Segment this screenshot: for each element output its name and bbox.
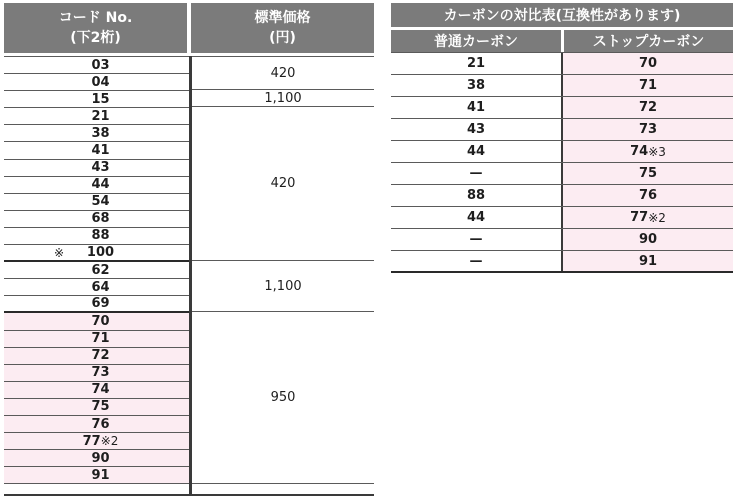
normal-carbon-header: 普通カーボン <box>391 30 561 52</box>
stop-carbon-value: 77 <box>630 210 649 225</box>
code-text: 38 <box>91 125 110 141</box>
stop-carbon-cell <box>563 185 733 206</box>
stop-carbon-value: 76 <box>638 188 658 203</box>
code-value <box>91 348 109 363</box>
code-value <box>87 245 114 260</box>
stop-carbon-value: 91 <box>638 253 658 269</box>
code-text: 21 <box>91 108 110 124</box>
code-value <box>91 365 109 380</box>
code-text: 41 <box>91 143 110 159</box>
code-value <box>91 194 109 209</box>
code-text: 100 <box>86 245 115 261</box>
stop-carbon-cell <box>563 75 733 96</box>
code-text: 70 <box>91 313 110 329</box>
table-bottom-rule <box>4 494 374 496</box>
code-row <box>4 228 189 245</box>
normal-carbon-cell: 44 <box>391 207 563 228</box>
code-value <box>91 109 109 124</box>
stop-carbon-cell <box>563 207 733 228</box>
code-text: 15 <box>91 91 110 107</box>
price-header <box>191 3 374 53</box>
stop-carbon-cell <box>563 97 733 118</box>
comparison-body <box>391 52 733 273</box>
code-value <box>91 177 109 192</box>
code-row <box>4 108 189 125</box>
code-value <box>91 263 109 278</box>
code-row <box>4 467 189 484</box>
code-row <box>4 433 189 450</box>
price-cell <box>192 56 374 90</box>
code-value <box>91 417 109 432</box>
code-row <box>4 313 189 330</box>
code-row <box>4 279 189 296</box>
code-note: ※2 <box>100 433 119 448</box>
code-value <box>91 211 109 226</box>
price-cell <box>192 90 374 107</box>
price-cell <box>192 261 374 312</box>
comparison-row <box>391 207 733 229</box>
comparison-row <box>391 163 733 185</box>
normal-carbon-cell: — <box>391 163 563 184</box>
code-row <box>4 450 189 467</box>
stop-carbon-value: 72 <box>638 100 658 115</box>
code-row <box>4 74 189 91</box>
code-row <box>4 125 189 142</box>
code-row <box>4 177 189 194</box>
code-header-line1: コード No. <box>58 10 133 26</box>
code-row <box>4 194 189 211</box>
code-text: 62 <box>91 262 110 278</box>
code-value <box>91 92 109 107</box>
normal-carbon-cell: 88 <box>391 185 563 206</box>
code-row <box>4 331 189 348</box>
carbon-comparison-table <box>391 3 733 273</box>
price-header-line2: (円) <box>269 30 296 46</box>
code-row <box>4 296 189 313</box>
code-row <box>4 211 189 228</box>
stop-carbon-value: 90 <box>638 232 658 247</box>
code-row <box>4 382 189 399</box>
code-text: 77 <box>82 433 101 449</box>
code-text: 73 <box>91 365 110 381</box>
normal-carbon-cell: 41 <box>391 97 563 118</box>
normal-carbon-cell: 21 <box>391 53 563 74</box>
price-value: 950 <box>270 390 296 405</box>
stop-carbon-header: ストップカーボン <box>564 30 733 52</box>
code-row <box>4 399 189 416</box>
stop-carbon-cell <box>563 251 733 271</box>
code-value <box>91 75 109 90</box>
code-text: 43 <box>91 160 110 176</box>
code-row <box>4 416 189 433</box>
normal-carbon-cell: 38 <box>391 75 563 96</box>
code-value <box>83 434 119 449</box>
code-value <box>91 280 109 295</box>
comparison-row <box>391 53 733 75</box>
code-value <box>91 160 109 175</box>
stop-carbon-value: 73 <box>638 122 658 137</box>
code-text: 64 <box>91 279 110 295</box>
comparison-row <box>391 75 733 97</box>
code-row <box>4 365 189 382</box>
code-row <box>4 91 189 108</box>
comparison-title: カーボンの対比表(互換性があります) <box>391 3 733 27</box>
stop-carbon-cell <box>563 163 733 184</box>
code-text: 90 <box>91 450 110 466</box>
code-text: 75 <box>91 399 110 415</box>
price-value: 420 <box>270 176 296 192</box>
code-header-line2: (下2桁) <box>70 30 121 46</box>
code-value <box>91 382 109 397</box>
stop-carbon-note: ※2 <box>648 210 666 225</box>
price-value: 1,100 <box>264 278 302 294</box>
stop-carbon-value: 75 <box>638 166 658 181</box>
normal-carbon-cell: — <box>391 229 563 250</box>
comparison-row <box>391 119 733 141</box>
normal-carbon-cell: 44 <box>391 141 563 162</box>
code-text: 54 <box>91 194 110 210</box>
comparison-row <box>391 229 733 251</box>
code-value <box>91 58 109 73</box>
asterisk-mark: ※ <box>54 245 65 260</box>
code-row <box>4 262 189 279</box>
stop-carbon-cell <box>563 141 733 162</box>
code-text: 71 <box>91 331 110 347</box>
comparison-header-row <box>391 30 733 52</box>
code-column <box>4 56 189 484</box>
code-text: 76 <box>91 416 110 432</box>
code-value <box>91 126 109 141</box>
stop-carbon-cell <box>563 53 733 74</box>
comparison-row <box>391 97 733 119</box>
code-value <box>91 331 109 346</box>
comparison-row <box>391 251 733 273</box>
price-cell <box>192 313 374 484</box>
price-value: 420 <box>270 65 296 81</box>
stop-carbon-cell <box>563 119 733 140</box>
stop-carbon-value: 70 <box>638 56 658 71</box>
code-value <box>91 143 109 158</box>
code-value <box>91 296 109 311</box>
code-text: 88 <box>91 228 110 244</box>
code-row <box>4 142 189 159</box>
code-row <box>4 160 189 177</box>
price-value: 1,100 <box>264 90 302 106</box>
code-value <box>91 399 109 414</box>
stop-carbon-value: 71 <box>638 78 658 93</box>
code-value <box>91 314 109 329</box>
normal-carbon-cell: 43 <box>391 119 563 140</box>
code-header <box>4 3 187 53</box>
code-text: 72 <box>91 348 110 364</box>
comparison-row <box>391 185 733 207</box>
code-text: 68 <box>91 211 110 227</box>
code-text: 74 <box>91 382 110 398</box>
code-row <box>4 245 189 262</box>
code-row <box>4 348 189 365</box>
price-cell <box>192 107 374 261</box>
code-text: 91 <box>91 467 110 483</box>
code-value <box>91 228 109 243</box>
stop-carbon-note: ※3 <box>648 144 666 159</box>
stop-carbon-cell <box>563 229 733 250</box>
code-text: 69 <box>91 296 110 312</box>
normal-carbon-cell: — <box>391 251 563 271</box>
code-text: 44 <box>91 177 110 193</box>
code-value <box>91 451 109 466</box>
stop-carbon-value: 74 <box>630 144 649 159</box>
comparison-row <box>391 141 733 163</box>
code-value <box>91 468 109 483</box>
code-text: 03 <box>91 57 110 73</box>
price-header-line1: 標準価格 <box>254 10 311 26</box>
code-row <box>4 57 189 74</box>
code-text: 04 <box>91 74 110 90</box>
